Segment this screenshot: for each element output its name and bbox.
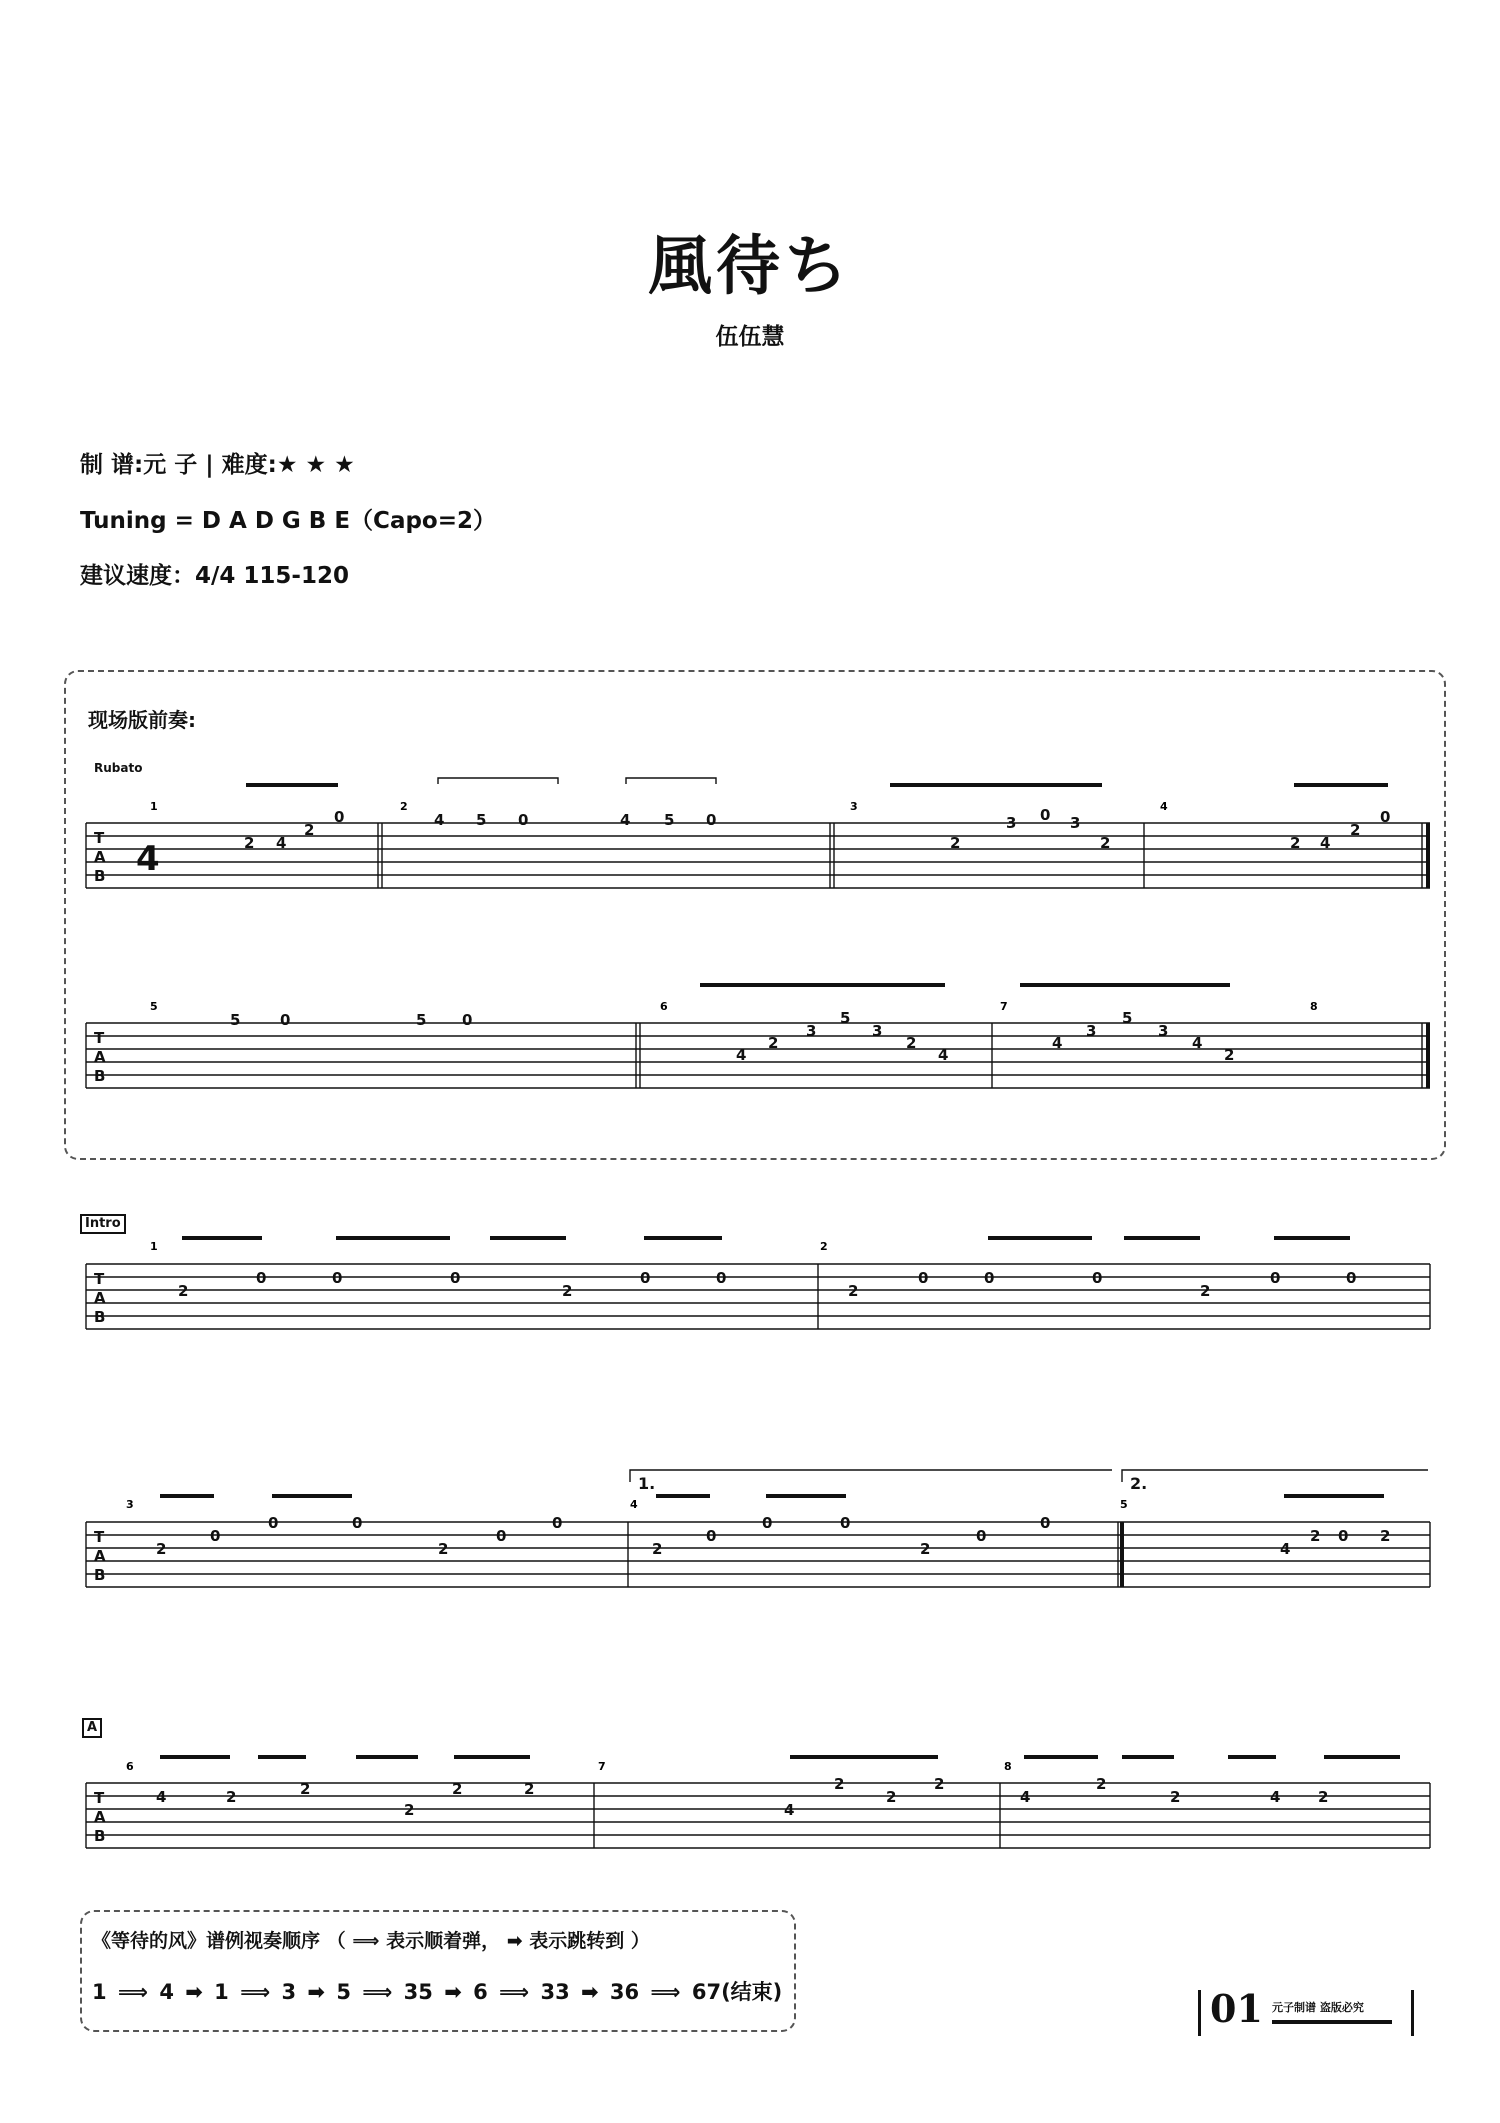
svg-text:0: 0 xyxy=(1346,1269,1357,1287)
copyright-note: 元子制谱 盗版必究 xyxy=(1272,2001,1364,2014)
svg-text:A: A xyxy=(94,1547,106,1565)
svg-text:0: 0 xyxy=(918,1269,929,1287)
svg-text:2: 2 xyxy=(950,834,961,852)
svg-text:0: 0 xyxy=(640,1269,651,1287)
svg-text:3: 3 xyxy=(1070,814,1081,832)
svg-text:A: A xyxy=(94,1808,106,1826)
svg-text:4: 4 xyxy=(1192,1034,1203,1052)
tab-clef-a: A xyxy=(94,848,106,866)
svg-text:0: 0 xyxy=(1338,1527,1349,1545)
svg-text:2: 2 xyxy=(886,1788,897,1806)
svg-text:2: 2 xyxy=(304,821,315,839)
svg-text:5: 5 xyxy=(1122,1009,1133,1027)
svg-text:2: 2 xyxy=(1096,1775,1107,1793)
svg-text:3: 3 xyxy=(1006,814,1017,832)
svg-text:4: 4 xyxy=(434,811,445,829)
svg-text:A: A xyxy=(94,1048,106,1066)
svg-text:0: 0 xyxy=(976,1527,987,1545)
svg-text:3: 3 xyxy=(806,1022,817,1040)
svg-text:2: 2 xyxy=(1310,1527,1321,1545)
tuning-line: Tuning = D A D G B E（Capo=2） xyxy=(80,508,496,534)
svg-text:2: 2 xyxy=(438,1540,449,1558)
svg-text:0: 0 xyxy=(1270,1269,1281,1287)
svg-text:0: 0 xyxy=(280,1011,291,1029)
svg-text:2: 2 xyxy=(226,1788,237,1806)
measure-number: 4 xyxy=(630,1498,638,1511)
measure-number: 1 xyxy=(150,800,158,813)
svg-text:2: 2 xyxy=(1350,821,1361,839)
tab-staff-3 xyxy=(86,1238,1430,1329)
svg-text:2: 2 xyxy=(834,1775,845,1793)
song-title: 風待ち xyxy=(648,230,852,304)
measure-number: 4 xyxy=(1160,800,1168,813)
svg-text:2: 2 xyxy=(1170,1788,1181,1806)
tempo-line: 建议速度：4/4 115-120 xyxy=(80,563,349,589)
svg-text:2: 2 xyxy=(244,834,255,852)
svg-text:B: B xyxy=(94,1827,106,1845)
measure-number: 8 xyxy=(1004,1760,1012,1773)
measure-number: 5 xyxy=(150,1000,158,1013)
svg-text:4: 4 xyxy=(1280,1540,1291,1558)
svg-text:0: 0 xyxy=(450,1269,461,1287)
svg-text:0: 0 xyxy=(496,1527,507,1545)
svg-text:2: 2 xyxy=(1100,834,1111,852)
svg-text:4: 4 xyxy=(1320,834,1331,852)
svg-text:2: 2 xyxy=(1318,1788,1329,1806)
svg-text:4: 4 xyxy=(784,1801,795,1819)
svg-text:2: 2 xyxy=(452,1780,463,1798)
svg-text:0: 0 xyxy=(762,1514,773,1532)
tab-clef-b: B xyxy=(94,867,106,885)
svg-text:2: 2 xyxy=(848,1282,859,1300)
measure-number: 3 xyxy=(850,800,858,813)
svg-text:0: 0 xyxy=(332,1269,343,1287)
svg-text:2: 2 xyxy=(1380,1527,1391,1545)
svg-text:2: 2 xyxy=(300,1780,311,1798)
svg-text:0: 0 xyxy=(1040,806,1051,824)
svg-text:0: 0 xyxy=(210,1527,221,1545)
svg-text:B: B xyxy=(94,1308,106,1326)
svg-text:0: 0 xyxy=(706,811,717,829)
tab-staff-5 xyxy=(86,1757,1430,1848)
svg-text:3: 3 xyxy=(1086,1022,1097,1040)
live-intro-label: 现场版前奏: xyxy=(88,708,196,732)
svg-text:0: 0 xyxy=(706,1527,717,1545)
svg-text:A: A xyxy=(94,1289,106,1307)
svg-text:4: 4 xyxy=(1020,1788,1031,1806)
svg-text:0: 0 xyxy=(1380,808,1391,826)
svg-text:0: 0 xyxy=(1040,1514,1051,1532)
intro-section-label: Intro xyxy=(80,1214,126,1234)
tab-staff-1 xyxy=(86,778,1430,888)
svg-text:0: 0 xyxy=(256,1269,267,1287)
svg-text:4: 4 xyxy=(736,1046,747,1064)
volta-2-label: 2. xyxy=(1130,1474,1148,1493)
svg-text:0: 0 xyxy=(840,1514,851,1532)
measure-number: 7 xyxy=(1000,1000,1008,1013)
footer-underline xyxy=(1272,2020,1392,2024)
tab-staff-2 xyxy=(86,985,1430,1088)
svg-text:3: 3 xyxy=(1158,1022,1169,1040)
svg-text:0: 0 xyxy=(334,808,345,826)
measure-number: 2 xyxy=(820,1240,828,1253)
svg-text:2: 2 xyxy=(906,1034,917,1052)
svg-text:4: 4 xyxy=(1270,1788,1281,1806)
svg-text:0: 0 xyxy=(268,1514,279,1532)
svg-text:2: 2 xyxy=(156,1540,167,1558)
svg-text:2: 2 xyxy=(178,1282,189,1300)
measure-number: 6 xyxy=(126,1760,134,1773)
credits-line: 制 谱:元 子 | 难度:★ ★ ★ xyxy=(80,452,355,478)
svg-text:5: 5 xyxy=(664,811,675,829)
svg-text:0: 0 xyxy=(552,1514,563,1532)
section-a-label: A xyxy=(82,1718,102,1738)
svg-text:3: 3 xyxy=(872,1022,883,1040)
svg-text:4: 4 xyxy=(276,834,287,852)
svg-text:4: 4 xyxy=(938,1046,949,1064)
svg-text:0: 0 xyxy=(518,811,529,829)
measure-number: 8 xyxy=(1310,1000,1318,1013)
play-order-title: 《等待的风》谱例视奏顺序 （ ⟹ 表示顺着弹， ➡ 表示跳转到 ） xyxy=(92,1930,650,1952)
svg-text:2: 2 xyxy=(1290,834,1301,852)
svg-text:T: T xyxy=(94,1029,105,1047)
tab-staff-4 xyxy=(86,1470,1430,1587)
svg-text:T: T xyxy=(94,1270,105,1288)
time-signature: 4 xyxy=(136,839,160,879)
svg-text:0: 0 xyxy=(984,1269,995,1287)
svg-text:5: 5 xyxy=(416,1011,427,1029)
volta-1-label: 1. xyxy=(638,1474,656,1493)
svg-text:0: 0 xyxy=(716,1269,727,1287)
svg-text:2: 2 xyxy=(524,1780,535,1798)
svg-text:2: 2 xyxy=(768,1034,779,1052)
svg-text:T: T xyxy=(94,1528,105,1546)
svg-text:2: 2 xyxy=(1224,1046,1235,1064)
page-number: 01 xyxy=(1210,1986,1263,2031)
svg-text:2: 2 xyxy=(934,1775,945,1793)
svg-text:4: 4 xyxy=(620,811,631,829)
svg-text:0: 0 xyxy=(352,1514,363,1532)
svg-text:4: 4 xyxy=(156,1788,167,1806)
measure-number: 1 xyxy=(150,1240,158,1253)
tab-clef-t: T xyxy=(94,829,105,847)
svg-text:5: 5 xyxy=(230,1011,241,1029)
svg-text:2: 2 xyxy=(652,1540,663,1558)
tab-staff-2-numbers xyxy=(94,1009,1234,1085)
svg-text:4: 4 xyxy=(1052,1034,1063,1052)
measure-number: 6 xyxy=(660,1000,668,1013)
svg-text:T: T xyxy=(94,1789,105,1807)
play-order-sequence: 1 ⟹ 4 ➡ 1 ⟹ 3 ➡ 5 ⟹ 35 ➡ 6 ⟹ 33 ➡ 36 ⟹ 67(结束) xyxy=(92,1980,783,2004)
measure-number: 7 xyxy=(598,1760,606,1773)
artist-name: 伍伍慧 xyxy=(715,324,785,350)
svg-text:B: B xyxy=(94,1566,106,1584)
measure-number: 3 xyxy=(126,1498,134,1511)
measure-number: 2 xyxy=(400,800,408,813)
measure-number: 5 xyxy=(1120,1498,1128,1511)
svg-text:0: 0 xyxy=(1092,1269,1103,1287)
svg-text:5: 5 xyxy=(476,811,487,829)
rubato-marking: Rubato xyxy=(94,761,143,775)
svg-text:2: 2 xyxy=(1200,1282,1211,1300)
svg-text:2: 2 xyxy=(404,1801,415,1819)
svg-text:2: 2 xyxy=(920,1540,931,1558)
tab-staff-1-numbers xyxy=(94,806,1390,885)
svg-text:2: 2 xyxy=(562,1282,573,1300)
svg-text:0: 0 xyxy=(462,1011,473,1029)
svg-text:B: B xyxy=(94,1067,106,1085)
svg-text:5: 5 xyxy=(840,1009,851,1027)
